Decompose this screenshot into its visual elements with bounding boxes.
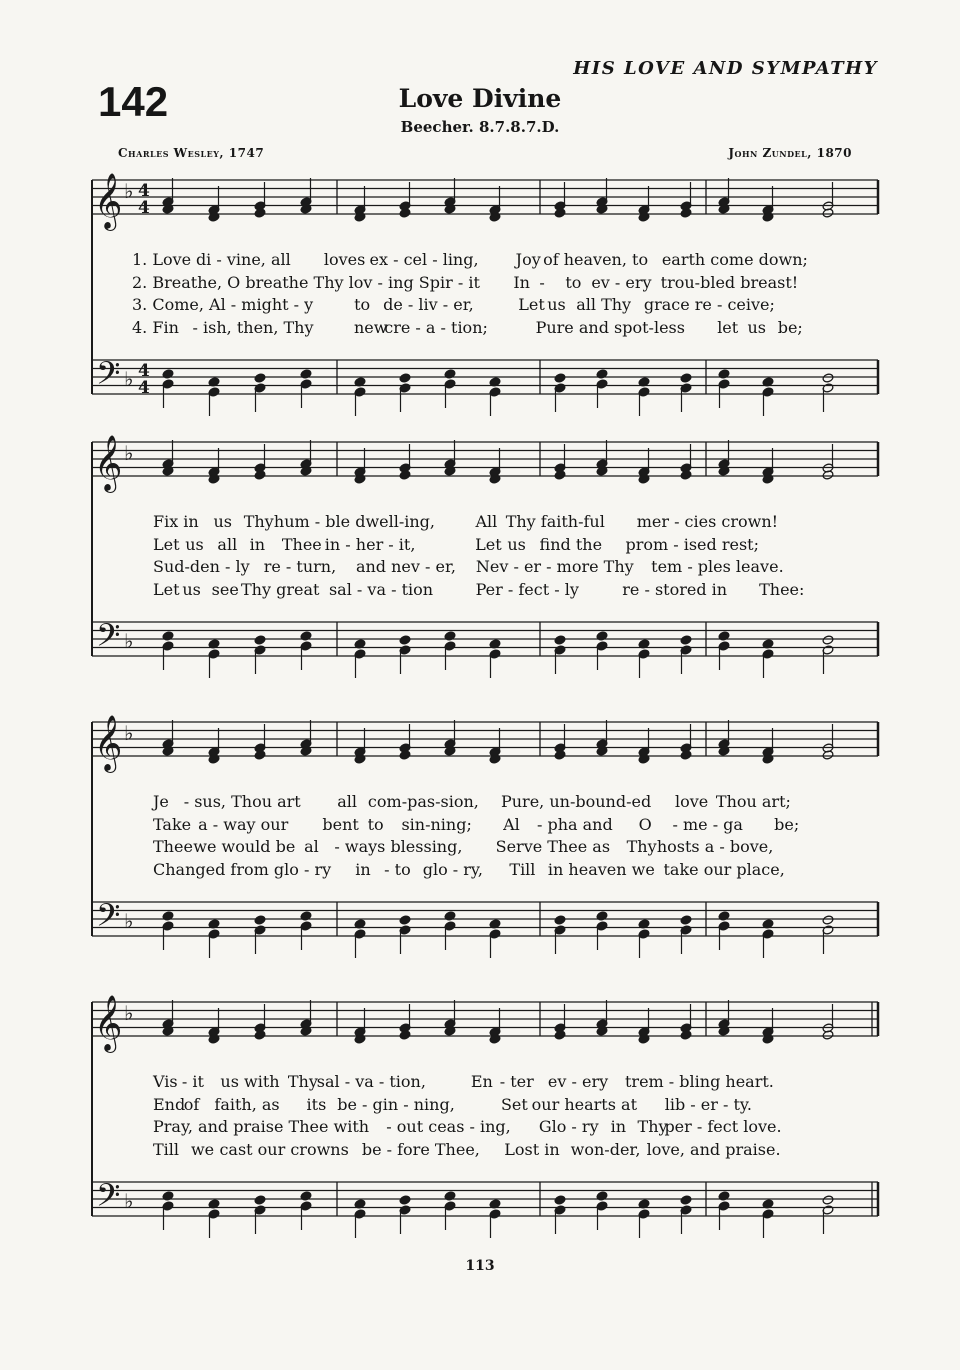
lyric-syllable: take our place, [663,859,785,879]
lyric-syllable: All [475,512,498,531]
lyric-syllable: O [638,814,652,834]
lyric-syllable: mer - cies crown! [636,512,779,531]
lyric-syllable: be - fore Thee, [361,1139,480,1159]
lyric-syllable: new [353,317,388,337]
lyric-syllable: re - turn, [263,557,337,576]
lyric-syllable: 2. Breathe, O breathe Thy [132,272,344,292]
lyric-syllable: we [190,1139,215,1159]
lyric-syllable: sal - va - tion, [316,1072,426,1091]
lyric-syllable: - ways blessing, [334,837,463,856]
lyric-syllable: - me - ga [672,814,743,834]
lyric-syllable: - pha and [536,814,613,834]
lyric-syllable: lov - ing Spir - it [348,272,480,292]
lyric-syllable: 4. Fin [132,317,179,337]
treble-clef-icon: 𝄞 [94,173,123,229]
hymn-title: Love Divine [398,84,562,113]
treble-clef-icon: 𝄞 [94,995,123,1051]
lyric-syllable: End [153,1094,186,1114]
flat-key-signature-icon: ♭ [124,441,134,465]
lyric-syllable: al [304,837,319,856]
lyric-syllable: cast our crowns [219,1139,349,1159]
composer-credit: John Zundel, 1870 [728,146,852,160]
lyric-syllable: 3. Come, Al - might - y [132,295,314,314]
flat-key-signature-icon: ♭ [124,1001,134,1025]
lyric-syllable: Per - fect - ly [475,579,579,599]
lyric-syllable: Till [153,1139,180,1159]
lyric-syllable: earth come down; [661,250,808,269]
svg-text:4: 4 [138,378,150,398]
lyric-syllable: Let [153,534,180,554]
lyric-syllable: Lost in [504,1139,560,1159]
lyric-syllable: Thy [287,1072,318,1091]
lyric-syllable: Thee [153,837,193,856]
bass-clef-icon: 𝄢 [96,1177,121,1221]
svg-text:4: 4 [138,198,150,218]
lyric-syllable: sal - va - tion [328,579,434,599]
lyric-syllable: ex - cel - ling, [369,250,479,269]
lyric-syllable: be; [777,317,803,337]
lyric-syllable: Je [153,792,169,811]
author-credit: Charles Wesley, 1747 [118,146,265,160]
lyric-syllable: us [213,512,232,531]
lyric-syllable: in - her - it, [324,534,416,554]
flat-key-signature-icon: ♭ [124,909,134,933]
page-number: 113 [465,1258,495,1274]
hymn-number: 142 [98,78,169,125]
lyric-syllable: per - fect love. [664,1117,782,1136]
lyric-syllable: com-pas-sion, [367,792,479,811]
lyric-syllable: love [674,792,709,811]
lyric-syllable: us [747,317,766,337]
lyric-syllable: En [470,1072,493,1091]
lyric-syllable: won-der, [570,1139,641,1159]
lyric-syllable: in [610,1117,627,1136]
lyric-syllable: Thee: [759,579,805,599]
lyric-syllable: us [185,534,204,554]
lyric-syllable: - to [384,859,411,879]
lyric-syllable: Glo - ry [538,1117,599,1136]
lyric-syllable: in heaven we [547,859,655,879]
lyric-syllable: Vis [153,1072,178,1091]
lyric-line [0,1095,960,1117]
lyric-syllable: de - liv - er, [383,295,474,314]
lyric-syllable: to [565,272,582,292]
lyric-syllable: Thy [243,512,274,531]
lyric-syllable: Take [153,814,192,834]
lyric-syllable: us [182,579,201,599]
lyric-syllable: let [717,317,739,337]
lyric-syllable: its [306,1094,327,1114]
lyric-syllable: Till [509,859,536,879]
lyric-syllable: hosts a - bove, [656,837,774,856]
lyric-syllable: Nev - er - more Thy [475,557,634,576]
lyric-syllable: Pure, un-bound-ed [500,792,652,811]
lyric-syllable: - ish, then, Thy [192,317,314,337]
lyric-syllable: ev - ery [591,272,652,292]
lyric-line [0,1072,960,1094]
bass-clef-icon: 𝄢 [96,355,121,399]
lyric-syllable: - [539,272,545,292]
tune-meter: Beecher. 8.7.8.7.D. [400,118,560,136]
lyric-syllable: Thou art; [715,792,791,811]
lyric-syllable: Let [518,295,545,314]
treble-clef-icon: 𝄞 [94,715,123,771]
lyric-line [0,1140,960,1162]
lyric-syllable: Thy [637,1117,668,1136]
lyric-syllable: us [507,534,526,554]
flat-key-signature-icon: ♭ [124,179,134,203]
lyric-syllable: di - vine, all [195,250,291,269]
lyric-syllable: Changed from glo - ry [153,859,332,879]
lyric-syllable: - ter [499,1072,534,1091]
lyric-syllable: re - stored in [622,579,728,599]
lyric-syllable: in [249,534,266,554]
lyric-syllable: Let [475,534,502,554]
lyric-syllable: bent [322,814,359,834]
lyric-syllable: Let [153,579,180,599]
lyric-syllable: In [513,272,530,292]
lyric-syllable: in [183,512,199,531]
lyric-syllable: lib - er - ty. [664,1094,752,1114]
lyric-syllable: grace re - ceive; [643,295,775,314]
flat-key-signature-icon: ♭ [124,721,134,745]
lyric-syllable: be; [774,814,800,834]
lyric-syllable: Thy great [240,579,320,599]
lyric-syllable: to [367,814,384,834]
lyric-syllable: cre - a - tion; [384,317,488,337]
lyric-syllable: Set [500,1094,528,1114]
lyric-syllable: we would be [193,837,296,856]
flat-key-signature-icon: ♭ [124,367,134,391]
lyric-syllable: Sud-den - ly [153,557,250,576]
lyric-syllable: Joy [515,250,541,269]
lyric-syllable: to [354,295,371,314]
lyric-syllable: a - way our [198,814,289,834]
lyric-syllable: ev - ery [547,1072,609,1091]
lyric-syllable: and nev - er, [355,557,456,576]
lyric-syllable: sin-ning; [401,814,472,834]
lyric-syllable: our hearts at [531,1094,637,1114]
lyric-syllable: tem - ples leave. [651,557,784,576]
svg-text:4: 4 [138,181,150,201]
lyric-syllable: love, and praise. [646,1139,781,1159]
lyric-syllable: Thy faith-ful [505,512,605,531]
lyric-syllable: glo - ry, [422,859,483,879]
lyric-syllable: 1. Love [132,250,192,269]
lyric-syllable: Thy [626,837,657,856]
lyric-syllable: Al [503,814,520,834]
lyric-syllable: Pray, and praise Thee with [153,1117,370,1136]
lyric-syllable: us [547,295,566,314]
flat-key-signature-icon: ♭ [124,1189,134,1213]
section-heading: HIS LOVE AND SYMPATHY [573,58,878,79]
lyric-syllable: - out ceas - ing, [386,1117,511,1136]
bass-clef-icon: 𝄢 [96,617,121,661]
lyric-syllable: Thee [281,534,322,554]
bass-clef-icon: 𝄢 [96,897,121,941]
lyric-syllable: Fix [153,512,179,531]
svg-text:4: 4 [138,361,150,381]
treble-clef-icon: 𝄞 [94,435,123,491]
lyric-syllable: Pure and spot-less [535,317,685,337]
lyric-syllable: hum - ble dwell-ing, [273,512,435,531]
lyric-syllable: see [211,579,239,599]
lyric-syllable: Serve Thee as [495,837,611,856]
flat-key-signature-icon: ♭ [124,629,134,653]
lyric-syllable: trou-bled breast! [660,272,799,292]
lyric-syllable: all Thy [576,295,632,314]
lyric-syllable: trem - bling heart. [624,1072,774,1091]
lyric-syllable: all [337,792,357,811]
lyric-syllable: faith, as [214,1094,280,1114]
lyric-syllable: all [217,534,238,554]
lyric-syllable: in [355,859,371,879]
lyric-syllable: of heaven, to [543,250,649,269]
lyric-line [0,1117,960,1139]
lyric-syllable: - it [181,1072,204,1091]
lyric-syllable: prom - ised rest; [625,534,759,554]
lyric-syllable: of [183,1094,200,1114]
lyric-syllable: us with [220,1072,280,1091]
lyric-syllable: - sus, Thou art [183,792,301,811]
lyric-syllable: be - gin - ning, [337,1094,455,1114]
lyric-syllable: find the [539,534,603,554]
lyric-syllable: loves [323,250,366,269]
